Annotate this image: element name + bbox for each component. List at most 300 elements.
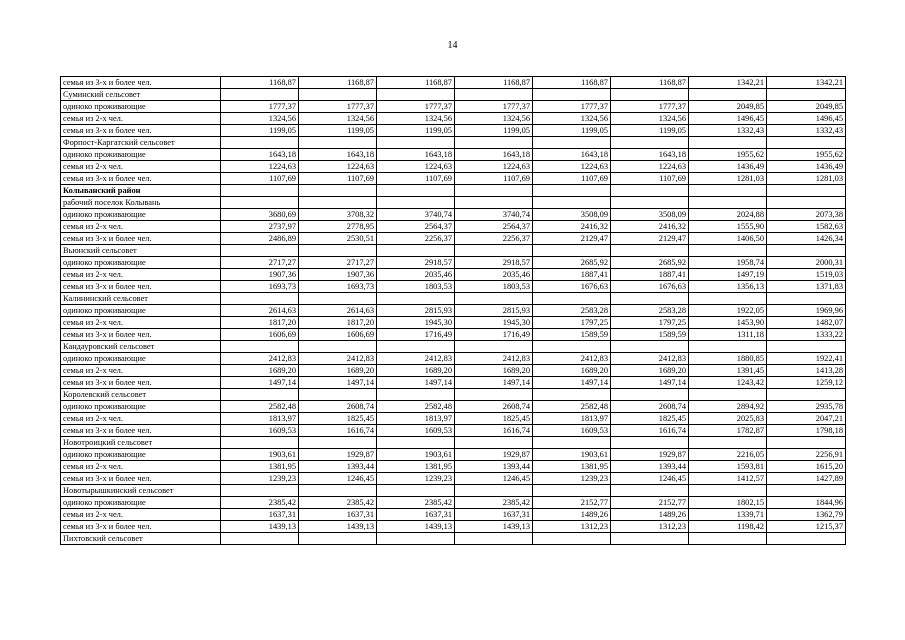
value-cell: [767, 533, 846, 545]
value-cell: 1439,13: [299, 521, 377, 533]
value-cell: [611, 437, 689, 449]
value-cell: 1381,95: [377, 461, 455, 473]
value-cell: 1643,18: [377, 149, 455, 161]
value-cell: 2025,83: [689, 413, 767, 425]
value-cell: 1371,83: [767, 281, 846, 293]
value-cell: 1439,13: [377, 521, 455, 533]
value-cell: 2412,83: [221, 353, 299, 365]
value-cell: [767, 197, 846, 209]
value-cell: 1199,05: [455, 125, 533, 137]
value-cell: 1239,23: [533, 473, 611, 485]
value-cell: 1716,49: [455, 329, 533, 341]
value-cell: 1342,21: [767, 77, 846, 89]
value-cell: 1797,25: [533, 317, 611, 329]
value-cell: 1107,69: [299, 173, 377, 185]
value-cell: 1887,41: [533, 269, 611, 281]
value-cell: [611, 533, 689, 545]
settlement-row: [61, 293, 846, 305]
row-label: семья из 2-х чел.: [61, 509, 221, 521]
row-label: одиноко проживающие: [61, 305, 221, 317]
value-cell: 1199,05: [377, 125, 455, 137]
table-row: [61, 521, 846, 533]
value-cell: 1689,20: [299, 365, 377, 377]
value-cell: 2000,31: [767, 257, 846, 269]
settlement-row: [61, 341, 846, 353]
table-row: [61, 209, 846, 221]
value-cell: [455, 485, 533, 497]
value-cell: 1616,74: [611, 425, 689, 437]
table-row: [61, 461, 846, 473]
table-body: [61, 77, 846, 545]
value-cell: 1497,14: [299, 377, 377, 389]
value-cell: 1637,31: [377, 509, 455, 521]
row-label: семья из 3-х и более чел.: [61, 173, 221, 185]
value-cell: 2530,51: [299, 233, 377, 245]
value-cell: 1643,18: [533, 149, 611, 161]
value-cell: 1439,13: [455, 521, 533, 533]
row-label: семья из 3-х и более чел.: [61, 77, 221, 89]
value-cell: 2918,57: [377, 257, 455, 269]
value-cell: 2024,88: [689, 209, 767, 221]
value-cell: 2035,46: [455, 269, 533, 281]
value-cell: 3708,32: [299, 209, 377, 221]
value-cell: 1497,14: [611, 377, 689, 389]
value-cell: 1436,49: [689, 161, 767, 173]
value-cell: 2894,92: [689, 401, 767, 413]
value-cell: 1333,22: [767, 329, 846, 341]
value-cell: [221, 533, 299, 545]
value-cell: 1676,63: [611, 281, 689, 293]
table-row: [61, 257, 846, 269]
settlement-name: Кандауровский сельсовет: [61, 341, 221, 353]
row-label: семья из 3-х и более чел.: [61, 233, 221, 245]
value-cell: 1693,73: [299, 281, 377, 293]
value-cell: 1582,63: [767, 221, 846, 233]
value-cell: 2717,27: [299, 257, 377, 269]
value-cell: [533, 197, 611, 209]
value-cell: 2717,27: [221, 257, 299, 269]
table-row: [61, 77, 846, 89]
value-cell: 1555,90: [689, 221, 767, 233]
value-cell: [377, 89, 455, 101]
value-cell: [221, 245, 299, 257]
row-label: семья из 2-х чел.: [61, 365, 221, 377]
value-cell: 1239,23: [221, 473, 299, 485]
value-cell: 2416,32: [611, 221, 689, 233]
value-cell: 1324,56: [377, 113, 455, 125]
table-row: [61, 101, 846, 113]
value-cell: [221, 89, 299, 101]
value-cell: 2385,42: [377, 497, 455, 509]
value-cell: 1168,87: [533, 77, 611, 89]
table-row: [61, 425, 846, 437]
value-cell: 1246,45: [299, 473, 377, 485]
value-cell: 1903,61: [221, 449, 299, 461]
value-cell: 2582,48: [377, 401, 455, 413]
value-cell: 1107,69: [377, 173, 455, 185]
value-cell: [689, 89, 767, 101]
value-cell: 1777,37: [221, 101, 299, 113]
value-cell: 1802,15: [689, 497, 767, 509]
value-cell: 2047,21: [767, 413, 846, 425]
value-cell: [377, 185, 455, 197]
value-cell: 2918,57: [455, 257, 533, 269]
value-cell: 2256,37: [377, 233, 455, 245]
value-cell: 1589,59: [611, 329, 689, 341]
settlement-name: Суминский сельсовет: [61, 89, 221, 101]
settlement-row: [61, 197, 846, 209]
value-cell: [611, 389, 689, 401]
value-cell: 3680,69: [221, 209, 299, 221]
value-cell: [611, 89, 689, 101]
value-cell: [533, 533, 611, 545]
settlement-name: Форпост-Каргатский сельсовет: [61, 137, 221, 149]
row-label: семья из 3-х и более чел.: [61, 377, 221, 389]
settlement-row: [61, 89, 846, 101]
settlement-name: Пихтовский сельсовет: [61, 533, 221, 545]
value-cell: 1199,05: [611, 125, 689, 137]
row-label: семья из 3-х и более чел.: [61, 425, 221, 437]
value-cell: 1880,85: [689, 353, 767, 365]
value-cell: 1199,05: [221, 125, 299, 137]
value-cell: 1168,87: [221, 77, 299, 89]
value-cell: 1637,31: [299, 509, 377, 521]
value-cell: 1825,45: [455, 413, 533, 425]
row-label: семья из 3-х и более чел.: [61, 473, 221, 485]
settlement-name: рабочий поселок Колывань: [61, 197, 221, 209]
value-cell: [455, 137, 533, 149]
value-cell: 1813,97: [221, 413, 299, 425]
value-cell: [767, 89, 846, 101]
value-cell: [221, 341, 299, 353]
table-row: [61, 281, 846, 293]
value-cell: [689, 437, 767, 449]
value-cell: 1955,62: [689, 149, 767, 161]
value-cell: 2583,28: [533, 305, 611, 317]
value-cell: 3508,09: [533, 209, 611, 221]
value-cell: 1168,87: [455, 77, 533, 89]
value-cell: [533, 389, 611, 401]
value-cell: 2385,42: [299, 497, 377, 509]
value-cell: [377, 245, 455, 257]
value-cell: 1606,69: [221, 329, 299, 341]
table-row: [61, 329, 846, 341]
table-row: [61, 113, 846, 125]
value-cell: 1945,30: [377, 317, 455, 329]
value-cell: [611, 341, 689, 353]
settlement-name: Калининский сельсовет: [61, 293, 221, 305]
value-cell: 3508,09: [611, 209, 689, 221]
value-cell: 1107,69: [221, 173, 299, 185]
value-cell: [377, 293, 455, 305]
value-cell: 1413,28: [767, 365, 846, 377]
value-cell: 2935,78: [767, 401, 846, 413]
value-cell: 1689,20: [611, 365, 689, 377]
value-cell: [377, 341, 455, 353]
value-cell: [767, 437, 846, 449]
value-cell: 2412,83: [455, 353, 533, 365]
value-cell: 2412,83: [377, 353, 455, 365]
value-cell: 1637,31: [455, 509, 533, 521]
value-cell: 1246,45: [611, 473, 689, 485]
value-cell: [299, 389, 377, 401]
value-cell: [221, 485, 299, 497]
settlement-name: Вьюнский сельсовет: [61, 245, 221, 257]
value-cell: 1324,56: [299, 113, 377, 125]
district-name: Колыванский район: [61, 185, 221, 197]
table-row: [61, 401, 846, 413]
value-cell: 1797,25: [611, 317, 689, 329]
row-label: семья из 2-х чел.: [61, 269, 221, 281]
value-cell: 2412,83: [611, 353, 689, 365]
value-cell: 1224,63: [455, 161, 533, 173]
value-cell: [689, 485, 767, 497]
value-cell: [533, 485, 611, 497]
value-cell: 1689,20: [533, 365, 611, 377]
value-cell: 1777,37: [377, 101, 455, 113]
value-cell: [611, 293, 689, 305]
value-cell: 1813,97: [533, 413, 611, 425]
value-cell: [221, 197, 299, 209]
settlement-name: Королевский сельсовет: [61, 389, 221, 401]
value-cell: 1958,74: [689, 257, 767, 269]
value-cell: 1489,26: [533, 509, 611, 521]
page-number: 14: [447, 40, 458, 51]
value-cell: 1777,37: [299, 101, 377, 113]
value-cell: [533, 185, 611, 197]
value-cell: 3740,74: [377, 209, 455, 221]
value-cell: 1844,96: [767, 497, 846, 509]
value-cell: 1929,87: [299, 449, 377, 461]
value-cell: 1406,50: [689, 233, 767, 245]
value-cell: 1777,37: [455, 101, 533, 113]
value-cell: 2564,37: [377, 221, 455, 233]
value-cell: [377, 137, 455, 149]
value-cell: 1224,63: [377, 161, 455, 173]
value-cell: [767, 341, 846, 353]
table-row: [61, 173, 846, 185]
value-cell: 1427,89: [767, 473, 846, 485]
value-cell: 2608,74: [611, 401, 689, 413]
value-cell: [299, 185, 377, 197]
value-cell: 1439,13: [221, 521, 299, 533]
value-cell: 1339,71: [689, 509, 767, 521]
value-cell: 1259,12: [767, 377, 846, 389]
value-cell: 1593,81: [689, 461, 767, 473]
value-cell: 1243,42: [689, 377, 767, 389]
value-cell: [611, 137, 689, 149]
value-cell: 1342,21: [689, 77, 767, 89]
value-cell: 2412,83: [299, 353, 377, 365]
table-row: [61, 473, 846, 485]
value-cell: 1393,44: [299, 461, 377, 473]
value-cell: 1393,44: [611, 461, 689, 473]
value-cell: [767, 185, 846, 197]
value-cell: 1224,63: [221, 161, 299, 173]
value-cell: [377, 485, 455, 497]
value-cell: 1616,74: [455, 425, 533, 437]
row-label: одиноко проживающие: [61, 209, 221, 221]
value-cell: 1803,53: [377, 281, 455, 293]
value-cell: 2608,74: [455, 401, 533, 413]
value-cell: [299, 485, 377, 497]
row-label: семья из 2-х чел.: [61, 221, 221, 233]
value-cell: 1281,03: [689, 173, 767, 185]
value-cell: [455, 185, 533, 197]
value-cell: 1825,45: [299, 413, 377, 425]
value-cell: 1903,61: [377, 449, 455, 461]
value-cell: [689, 389, 767, 401]
value-cell: 2486,89: [221, 233, 299, 245]
value-cell: [377, 533, 455, 545]
value-cell: [377, 197, 455, 209]
value-cell: 1817,20: [299, 317, 377, 329]
value-cell: 1803,53: [455, 281, 533, 293]
value-cell: 1497,14: [377, 377, 455, 389]
value-cell: 2564,37: [455, 221, 533, 233]
value-cell: 1689,20: [377, 365, 455, 377]
value-cell: [455, 245, 533, 257]
value-cell: 1356,13: [689, 281, 767, 293]
table-row: [61, 353, 846, 365]
row-label: семья из 2-х чел.: [61, 113, 221, 125]
table-row: [61, 233, 846, 245]
value-cell: [221, 293, 299, 305]
table-row: [61, 377, 846, 389]
value-cell: 2614,63: [299, 305, 377, 317]
value-cell: 1589,59: [533, 329, 611, 341]
value-cell: [533, 137, 611, 149]
value-cell: 1312,23: [611, 521, 689, 533]
value-cell: [611, 245, 689, 257]
value-cell: 1362,79: [767, 509, 846, 521]
value-cell: 1676,63: [533, 281, 611, 293]
value-cell: 1107,69: [533, 173, 611, 185]
value-cell: 1922,41: [767, 353, 846, 365]
value-cell: 1519,03: [767, 269, 846, 281]
value-cell: 1324,56: [221, 113, 299, 125]
value-cell: 2049,85: [689, 101, 767, 113]
value-cell: 1777,37: [533, 101, 611, 113]
settlement-row: [61, 485, 846, 497]
value-cell: [377, 437, 455, 449]
table-row: [61, 149, 846, 161]
value-cell: [533, 89, 611, 101]
row-label: семья из 2-х чел.: [61, 317, 221, 329]
value-cell: 1609,53: [221, 425, 299, 437]
value-cell: 1496,45: [689, 113, 767, 125]
value-cell: 1324,56: [455, 113, 533, 125]
value-cell: 1489,26: [611, 509, 689, 521]
value-cell: 1497,14: [455, 377, 533, 389]
value-cell: [767, 293, 846, 305]
value-cell: 1239,23: [377, 473, 455, 485]
value-cell: 2152,77: [533, 497, 611, 509]
row-label: семья из 3-х и более чел.: [61, 281, 221, 293]
value-cell: [377, 389, 455, 401]
table-row: [61, 161, 846, 173]
value-cell: 1907,36: [221, 269, 299, 281]
value-cell: [299, 245, 377, 257]
settlement-row: [61, 137, 846, 149]
district-heading-row: [61, 185, 846, 197]
value-cell: 1381,95: [221, 461, 299, 473]
settlement-row: [61, 389, 846, 401]
value-cell: [689, 197, 767, 209]
value-cell: 1224,63: [533, 161, 611, 173]
value-cell: 2049,85: [767, 101, 846, 113]
value-cell: [455, 437, 533, 449]
value-cell: 2815,93: [455, 305, 533, 317]
value-cell: [533, 245, 611, 257]
value-cell: [221, 185, 299, 197]
table-row: [61, 365, 846, 377]
value-cell: 1643,18: [455, 149, 533, 161]
value-cell: 1453,90: [689, 317, 767, 329]
value-cell: 1391,45: [689, 365, 767, 377]
value-cell: 1412,57: [689, 473, 767, 485]
value-cell: 1497,14: [533, 377, 611, 389]
value-cell: 2583,28: [611, 305, 689, 317]
value-cell: 2129,47: [611, 233, 689, 245]
value-cell: 1215,37: [767, 521, 846, 533]
value-cell: [455, 197, 533, 209]
value-cell: 2614,63: [221, 305, 299, 317]
settlement-row: [61, 437, 846, 449]
value-cell: [533, 341, 611, 353]
value-cell: 2385,42: [221, 497, 299, 509]
value-cell: [689, 533, 767, 545]
value-cell: 1311,18: [689, 329, 767, 341]
value-cell: 1643,18: [299, 149, 377, 161]
table-row: [61, 413, 846, 425]
value-cell: [533, 437, 611, 449]
value-cell: 1312,23: [533, 521, 611, 533]
value-cell: 1224,63: [299, 161, 377, 173]
value-cell: 1945,30: [455, 317, 533, 329]
value-cell: [455, 293, 533, 305]
value-cell: 1107,69: [611, 173, 689, 185]
value-cell: [767, 137, 846, 149]
settlement-name: Новотырышкинский сельсовет: [61, 485, 221, 497]
value-cell: 2778,95: [299, 221, 377, 233]
value-cell: 1609,53: [377, 425, 455, 437]
value-cell: [299, 137, 377, 149]
value-cell: 1324,56: [533, 113, 611, 125]
value-cell: [611, 485, 689, 497]
value-cell: 1426,34: [767, 233, 846, 245]
row-label: одиноко проживающие: [61, 101, 221, 113]
table-row: [61, 497, 846, 509]
value-cell: 1907,36: [299, 269, 377, 281]
value-cell: 2582,48: [221, 401, 299, 413]
table-row: [61, 125, 846, 137]
table-row: [61, 317, 846, 329]
value-cell: [689, 293, 767, 305]
value-cell: 1616,74: [299, 425, 377, 437]
value-cell: 1246,45: [455, 473, 533, 485]
value-cell: 1199,05: [533, 125, 611, 137]
value-cell: 2416,32: [533, 221, 611, 233]
value-cell: 2582,48: [533, 401, 611, 413]
table-row: [61, 221, 846, 233]
value-cell: 2152,77: [611, 497, 689, 509]
table-row: [61, 269, 846, 281]
value-cell: [455, 533, 533, 545]
value-cell: [221, 389, 299, 401]
value-cell: 1637,31: [221, 509, 299, 521]
value-cell: 1825,45: [611, 413, 689, 425]
